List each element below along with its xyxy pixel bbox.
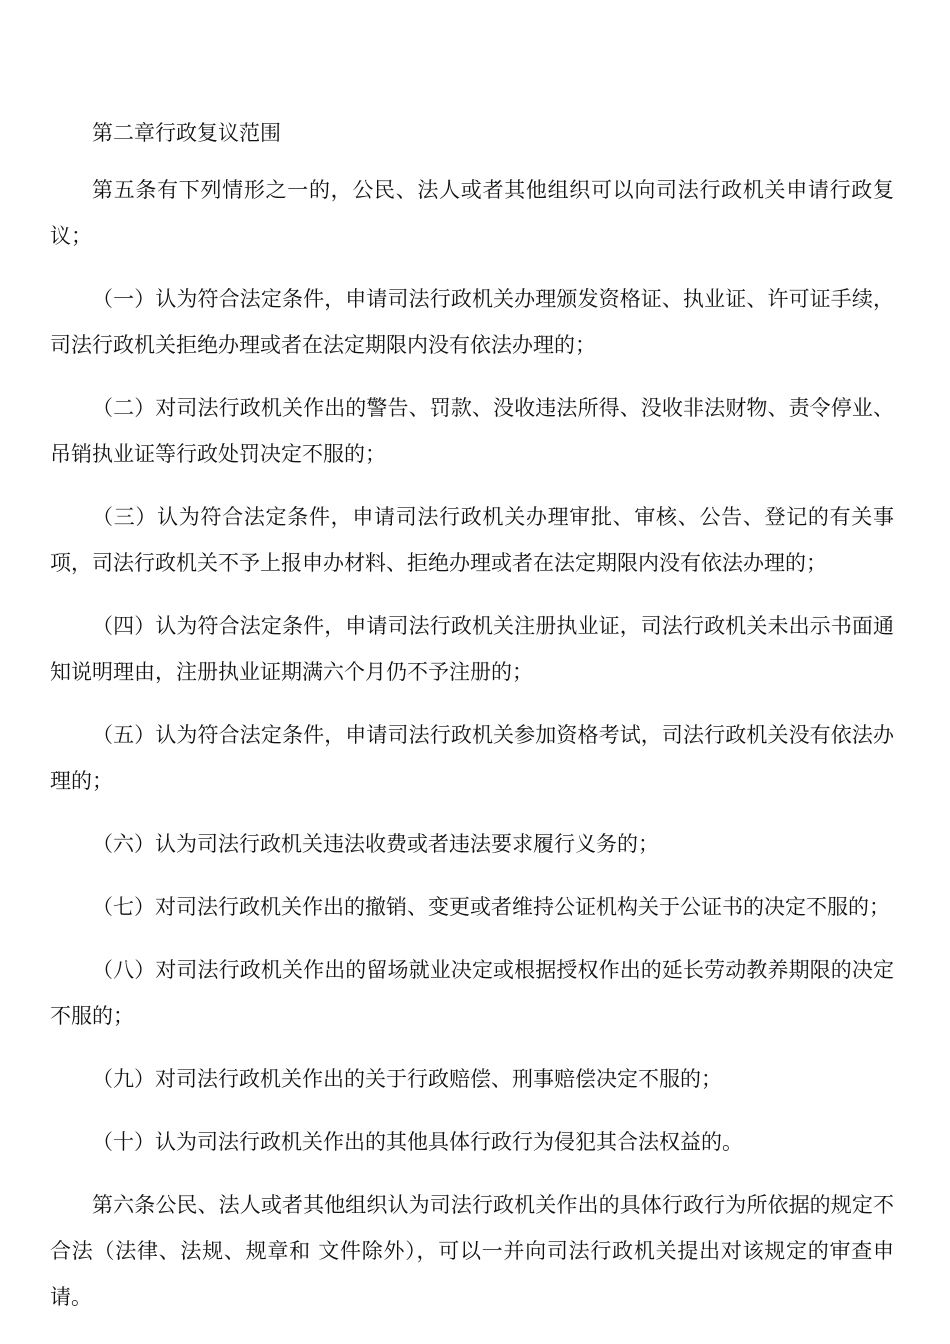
article-5-item-6: （六）认为司法行政机关违法收费或者违法要求履行义务的； (92, 832, 659, 856)
article-5-item-4: （四）认为符合法定条件，申请司法行政机关注册执业证，司法行政机关未出示书面通知说明理由，注册执业证期满六个月仍不予注册的； (50, 614, 894, 684)
article-5-item-7: （七）对司法行政机关作出的撤销、变更或者维持公证机构关于公证书的决定不服的； (92, 895, 890, 919)
article-5-item-8: （八）对司法行政机关作出的留场就业决定或根据授权作出的延长劳动教养期限的决定不服的； (50, 958, 894, 1028)
article-5-intro: 第五条有下列情形之一的，公民、法人或者其他组织可以向司法行政机关申请行政复议； (50, 178, 894, 248)
article-5-item-10: （十）认为司法行政机关作出的其他具体行政行为侵犯其合法权益的。 (92, 1130, 743, 1154)
article-5-item-9: （九）对司法行政机关作出的关于行政赔偿、刑事赔偿决定不服的； (92, 1067, 722, 1091)
document-page (50, 110, 894, 1337)
article-5-item-1: （一）认为符合法定条件，申请司法行政机关办理颁发资格证、执业证、许可证手续，司法行政机关拒绝办理或者在法定期限内没有依法办理的； (50, 287, 894, 357)
article-5-item-3: （三）认为符合法定条件，申请司法行政机关办理审批、审核、公告、登记的有关事项，司法行政机关不予上报申办材料、拒绝办理或者在法定期限内没有依法办理的； (50, 505, 894, 575)
article-6: 第六条公民、法人或者其他组织认为司法行政机关作出的具体行政行为所依据的规定不合法（法律、法规、规章和 文件除外），可以一并向司法行政机关提出对该规定的审查申请。 (50, 1193, 894, 1309)
article-5-item-5: （五）认为符合法定条件，申请司法行政机关参加资格考试，司法行政机关没有依法办理的； (50, 723, 894, 793)
article-5-item-2: （二）对司法行政机关作出的警告、罚款、没收违法所得、没收非法财物、责令停业、吊销执业证等行政处罚决定不服的； (50, 396, 894, 466)
chapter-title: 第二章行政复议范围 (92, 121, 281, 145)
